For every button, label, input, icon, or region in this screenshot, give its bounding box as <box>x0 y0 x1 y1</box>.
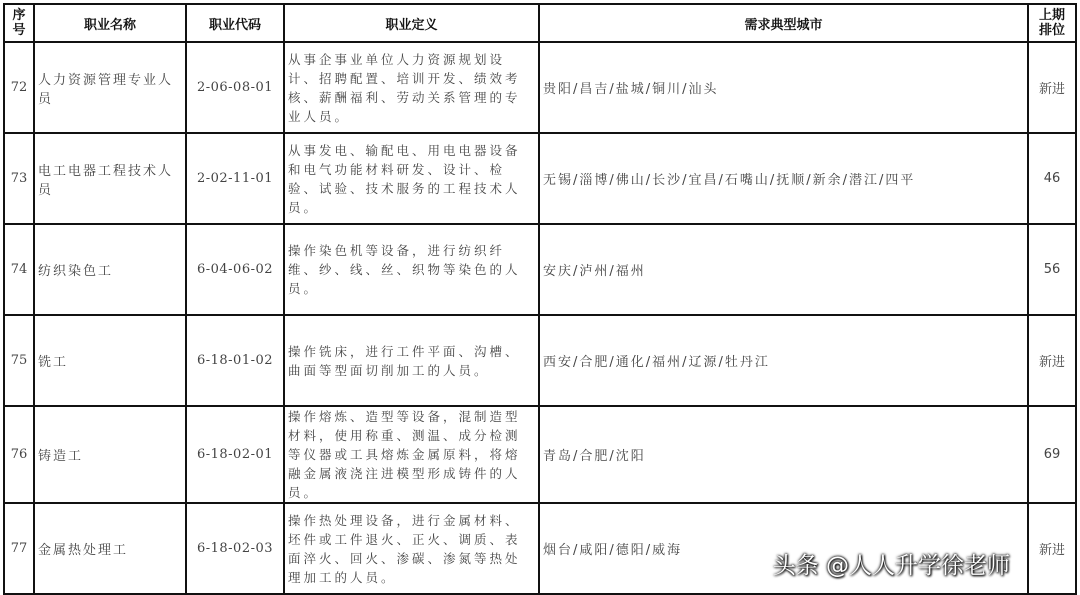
cell-rank: 新进 <box>1028 315 1076 406</box>
cell-name: 铣工 <box>34 315 186 406</box>
cell-cities: 青岛/合肥/沈阳 <box>539 406 1028 503</box>
cell-definition: 操作染色机等设备，进行纺织纤维、纱、线、丝、织物等染色的人员。 <box>284 224 539 315</box>
cell-code: 2-06-08-01 <box>186 42 284 133</box>
cell-code: 6-18-02-01 <box>186 406 284 503</box>
cell-cities: 烟台/咸阳/德阳/威海 <box>539 503 1028 594</box>
cell-name: 铸造工 <box>34 406 186 503</box>
cell-rank: 69 <box>1028 406 1076 503</box>
cell-seq: 77 <box>4 503 34 594</box>
header-definition: 职业定义 <box>284 4 539 42</box>
occupation-table <box>3 3 1077 595</box>
header-code: 职业代码 <box>186 4 284 42</box>
cell-name: 纺织染色工 <box>34 224 186 315</box>
header-seq: 序 号 <box>4 4 34 42</box>
cell-seq: 74 <box>4 224 34 315</box>
header-rank: 上期排位 <box>1028 4 1076 42</box>
cell-rank: 56 <box>1028 224 1076 315</box>
cell-cities: 西安/合肥/通化/福州/辽源/牡丹江 <box>539 315 1028 406</box>
table-row <box>4 133 1076 224</box>
cell-cities: 无锡/淄博/佛山/长沙/宜昌/石嘴山/抚顺/新余/潜江/四平 <box>539 133 1028 224</box>
cell-rank: 46 <box>1028 133 1076 224</box>
cell-code: 6-18-01-02 <box>186 315 284 406</box>
cell-definition: 从事发电、输配电、用电电器设备和电气功能材料研发、设计、检验、试验、技术服务的工程技术人员。 <box>284 133 539 224</box>
table-row <box>4 315 1076 406</box>
cell-name: 金属热处理工 <box>34 503 186 594</box>
cell-seq: 72 <box>4 42 34 133</box>
cell-definition: 从事企事业单位人力资源规划设计、招聘配置、培训开发、绩效考核、薪酬福利、劳动关系管理的专业人员。 <box>284 42 539 133</box>
watermark: 头条 @人人升学徐老师 <box>772 553 1010 579</box>
cell-rank: 新进 <box>1028 503 1076 594</box>
cell-code: 6-18-02-03 <box>186 503 284 594</box>
cell-definition: 操作熔炼、造型等设备，混制造型材料，使用称重、测温、成分检测等仪器或工具熔炼金属原料，将熔融金属液浇注进模型形成铸件的人员。 <box>284 406 539 503</box>
cell-code: 6-04-06-02 <box>186 224 284 315</box>
header-row <box>4 4 1076 42</box>
cell-seq: 76 <box>4 406 34 503</box>
cell-cities: 贵阳/昌吉/盐城/铜川/汕头 <box>539 42 1028 133</box>
table-row <box>4 224 1076 315</box>
cell-seq: 73 <box>4 133 34 224</box>
cell-definition: 操作铣床，进行工件平面、沟槽、曲面等型面切削加工的人员。 <box>284 315 539 406</box>
cell-code: 2-02-11-01 <box>186 133 284 224</box>
cell-name: 电工电器工程技术人员 <box>34 133 186 224</box>
header-name: 职业名称 <box>34 4 186 42</box>
cell-cities: 安庆/泸州/福州 <box>539 224 1028 315</box>
cell-rank: 新进 <box>1028 42 1076 133</box>
cell-definition: 操作热处理设备，进行金属材料、坯件或工件退火、正火、调质、表面淬火、回火、渗碳、渗氮等热处理加工的人员。 <box>284 503 539 594</box>
header-cities: 需求典型城市 <box>539 4 1028 42</box>
cell-seq: 75 <box>4 315 34 406</box>
table-row <box>4 406 1076 503</box>
table-row <box>4 42 1076 133</box>
cell-name: 人力资源管理专业人员 <box>34 42 186 133</box>
